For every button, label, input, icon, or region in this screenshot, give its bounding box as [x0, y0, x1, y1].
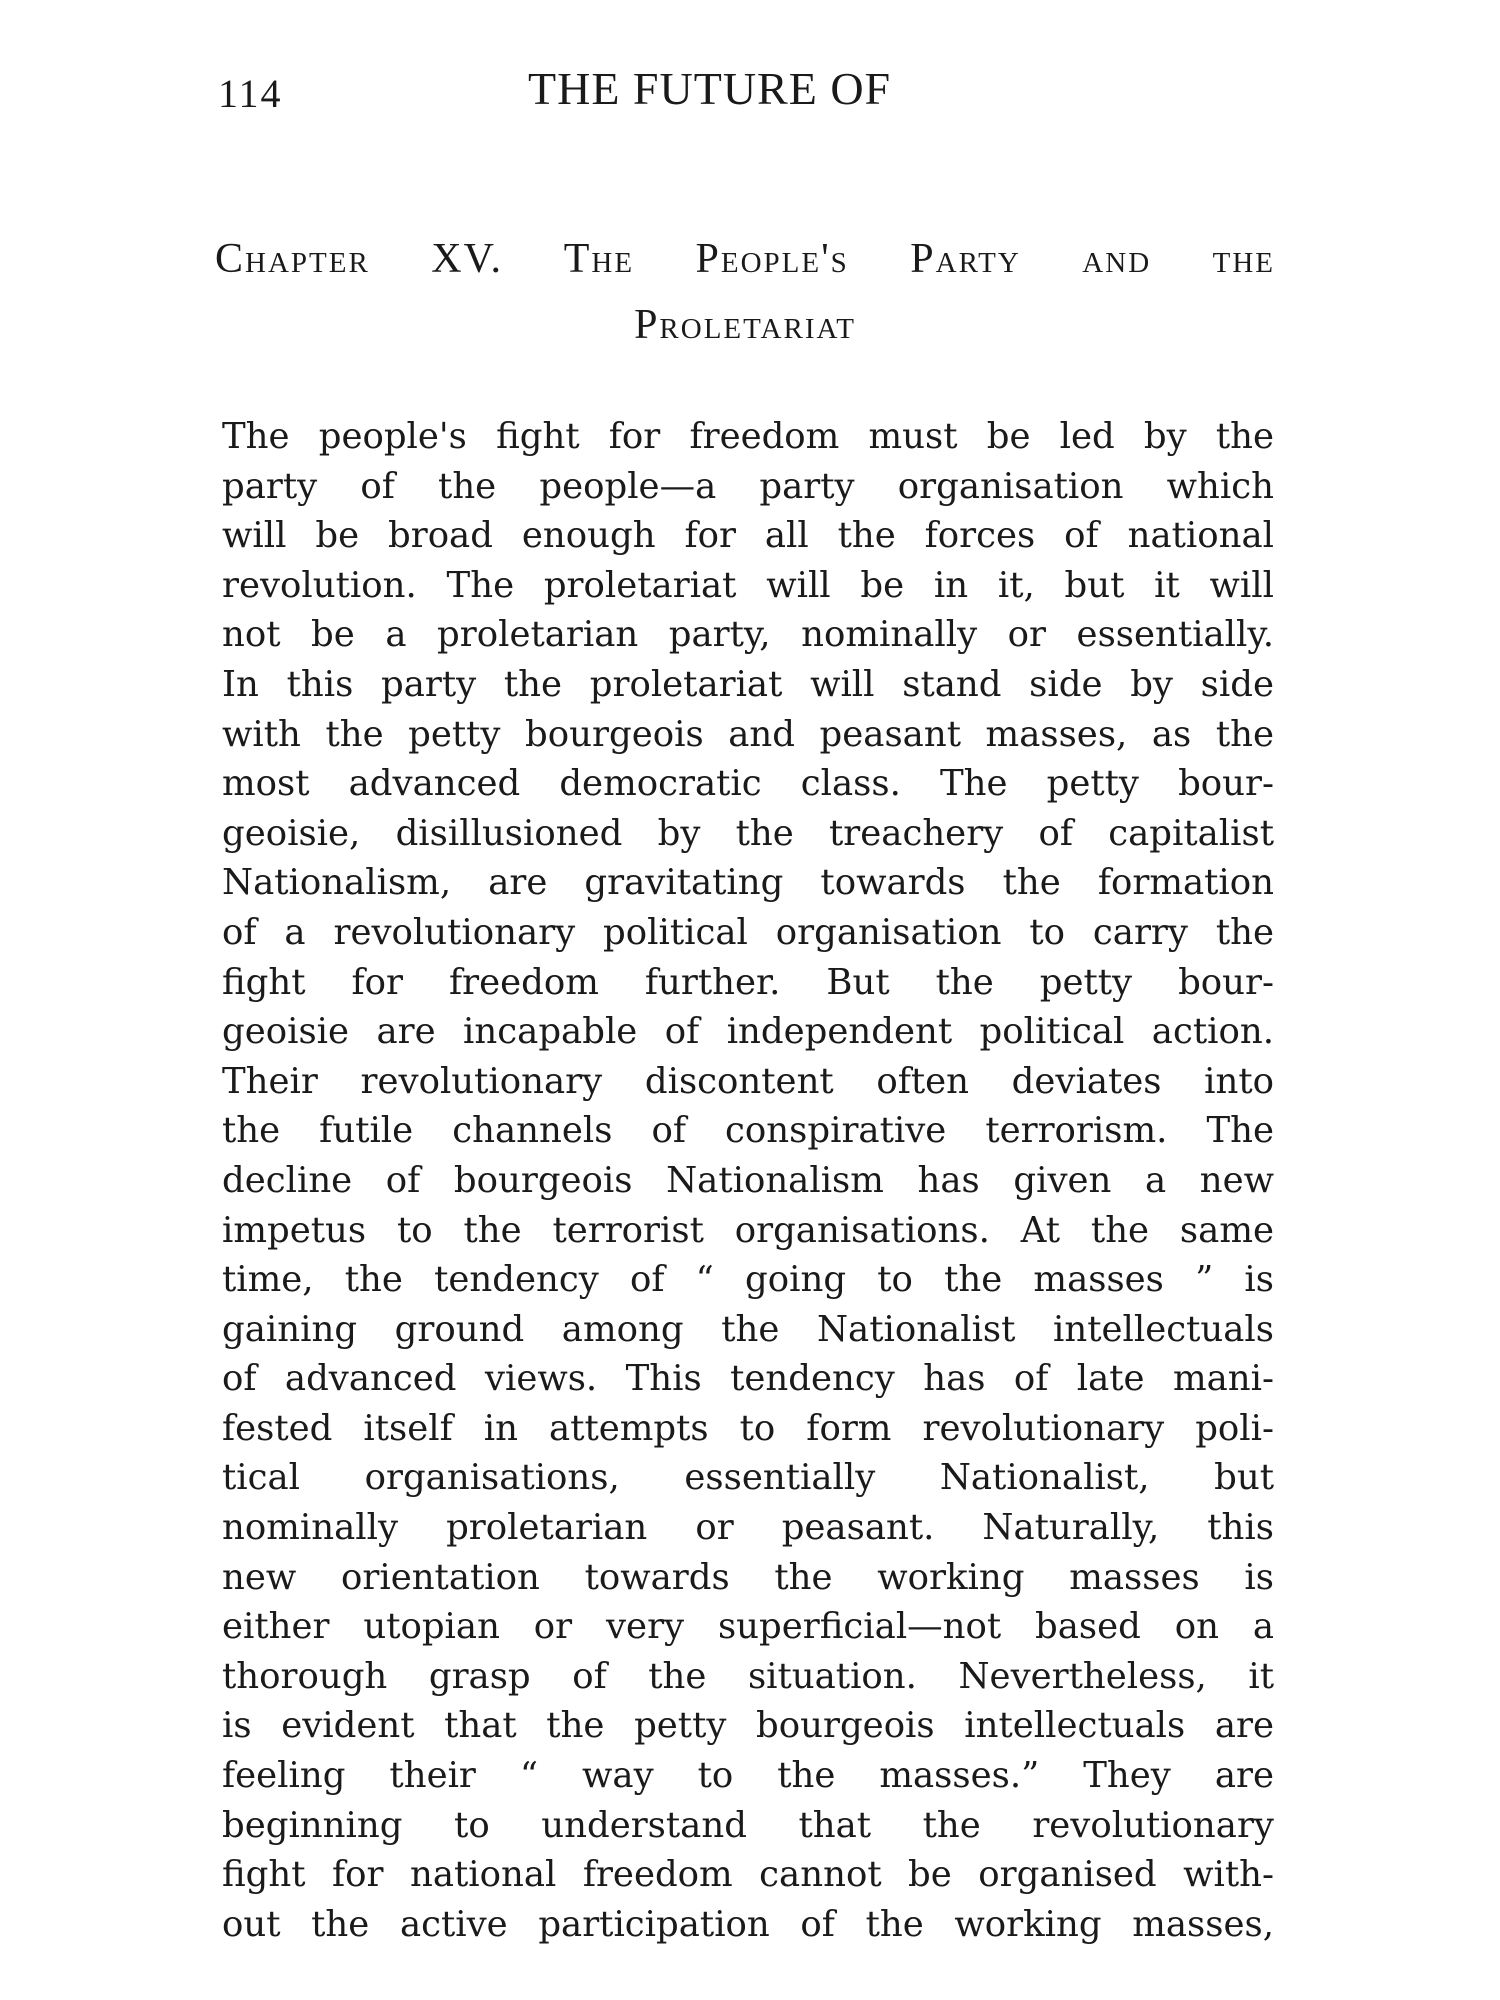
text-line: new orientation towards the working masses is [222, 1556, 1274, 1598]
text-line: nominally proletarian or peasant. Naturally, this [222, 1507, 1274, 1549]
text-line: impetus to the terrorist organisations. At the same [222, 1209, 1274, 1251]
text-line: revolution. The proletariat will be in it, but it will [222, 564, 1274, 606]
running-head [218, 62, 1278, 132]
chapter-title-line-1: Chapter XV. The People's Party and the [215, 236, 1275, 282]
text-line: feeling their “ way to the masses.” They are [222, 1755, 1274, 1797]
text-line: beginning to understand that the revolutionary [222, 1804, 1274, 1846]
chapter-title-line-2: Proletariat [634, 302, 856, 348]
text-line: time, the tendency of “ going to the masses ” is [222, 1259, 1274, 1301]
text-line: In this party the proletariat will stand side by side [222, 663, 1274, 705]
text-line: most advanced democratic class. The petty bour- [222, 763, 1274, 805]
text-line: gaining ground among the Nationalist intellectuals [222, 1308, 1274, 1350]
text-line: party of the people—a party organisation which [222, 465, 1274, 507]
text-line: not be a proletarian party, nominally or essentially. [222, 614, 1274, 656]
text-line: is evident that the petty bourgeois intellectuals are [222, 1705, 1274, 1747]
text-line: fested itself in attempts to form revolutionary poli- [222, 1407, 1274, 1449]
text-line: fight for freedom further. But the petty bour- [222, 961, 1274, 1003]
text-line: of a revolutionary political organisation to carry the [222, 911, 1274, 953]
body-paragraph [222, 412, 1274, 1949]
page-number: 114 [218, 71, 283, 116]
text-line: thorough grasp of the situation. Nevertheless, it [222, 1655, 1274, 1697]
text-line: Their revolutionary discontent often deviates into [222, 1060, 1274, 1102]
text-line: Nationalism, are gravitating towards the formation [222, 862, 1274, 904]
text-line: either utopian or very superficial—not based on a [222, 1606, 1274, 1648]
text-line: geoisie are incapable of independent political action. [222, 1011, 1274, 1053]
running-title: THE FUTURE OF [528, 63, 892, 114]
text-line: the futile channels of conspirative terrorism. The [222, 1110, 1274, 1152]
text-line: tical organisations, essentially Nationalist, but [222, 1457, 1274, 1499]
text-line: will be broad enough for all the forces of national [222, 515, 1274, 557]
text-line: with the petty bourgeois and peasant masses, as the [222, 713, 1274, 755]
text-line: The people's fight for freedom must be led by the [222, 416, 1274, 457]
text-line: decline of bourgeois Nationalism has given a new [222, 1159, 1274, 1201]
text-line: fight for national freedom cannot be organised with- [222, 1854, 1274, 1896]
chapter-heading [215, 226, 1275, 358]
text-line: out the active participation of the working masses, [222, 1903, 1274, 1945]
text-line: geoisie, disillusioned by the treachery of capitalist [222, 812, 1274, 854]
text-line: of advanced views. This tendency has of late mani- [222, 1358, 1274, 1400]
